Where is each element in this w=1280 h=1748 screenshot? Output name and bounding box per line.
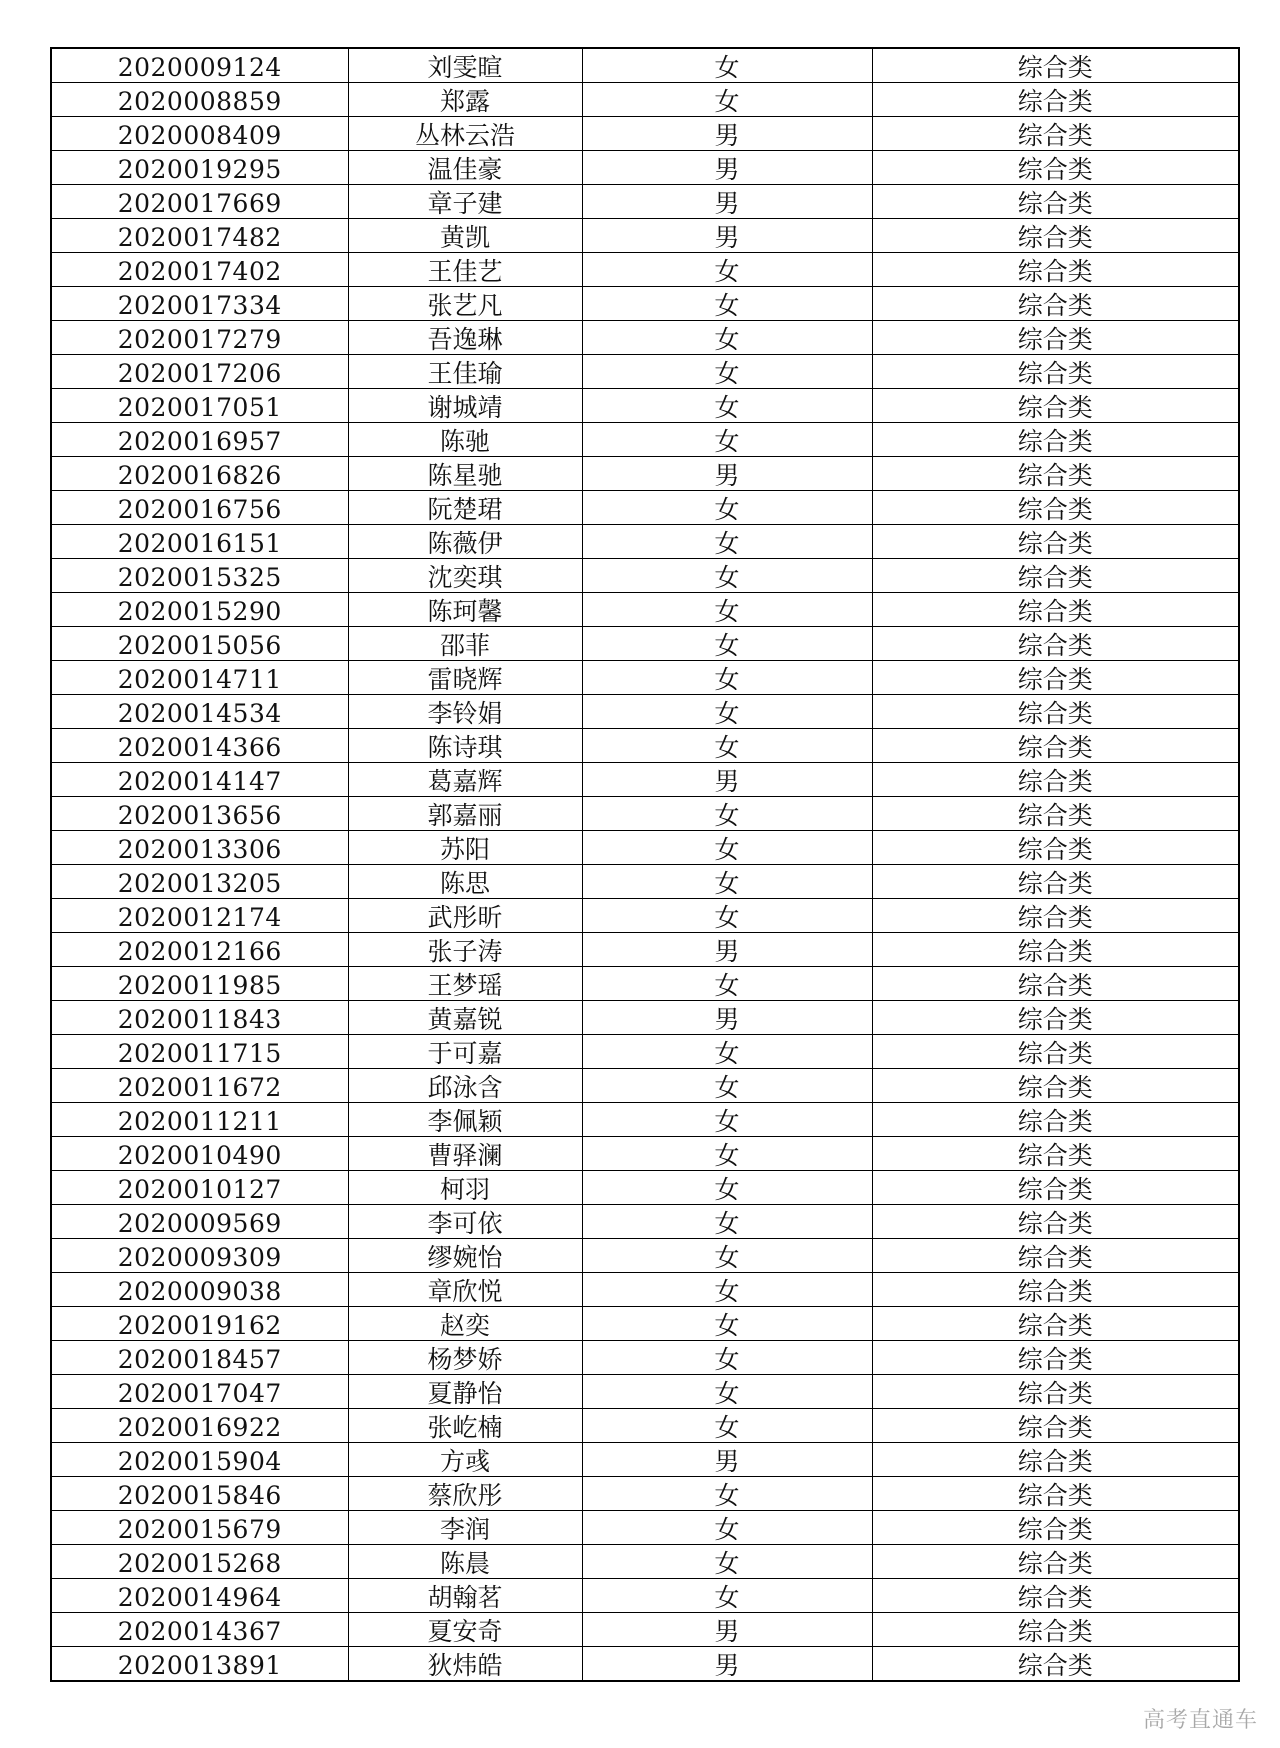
gender-cell: 男 — [582, 763, 872, 797]
category-cell: 综合类 — [872, 967, 1239, 1001]
student-id-cell: 2020017206 — [51, 355, 348, 389]
student-id-cell: 2020011715 — [51, 1035, 348, 1069]
table-row — [51, 831, 1239, 865]
gender-cell: 男 — [582, 117, 872, 151]
table-row — [51, 83, 1239, 117]
table-row — [51, 1035, 1239, 1069]
category-cell: 综合类 — [872, 185, 1239, 219]
category-cell: 综合类 — [872, 355, 1239, 389]
category-cell: 综合类 — [872, 1477, 1239, 1511]
table-row — [51, 865, 1239, 899]
student-id-cell: 2020013891 — [51, 1647, 348, 1682]
gender-cell: 女 — [582, 1239, 872, 1273]
table-row — [51, 695, 1239, 729]
category-cell: 综合类 — [872, 1443, 1239, 1477]
student-name-cell: 陈星驰 — [348, 457, 582, 491]
category-cell: 综合类 — [872, 1375, 1239, 1409]
category-cell: 综合类 — [872, 1001, 1239, 1035]
student-id-cell: 2020015325 — [51, 559, 348, 593]
student-id-cell: 2020011672 — [51, 1069, 348, 1103]
student-name-cell: 王佳艺 — [348, 253, 582, 287]
student-id-cell: 2020009309 — [51, 1239, 348, 1273]
gender-cell: 女 — [582, 1205, 872, 1239]
student-name-cell: 邵菲 — [348, 627, 582, 661]
gender-cell: 女 — [582, 1477, 872, 1511]
student-name-cell: 葛嘉辉 — [348, 763, 582, 797]
gender-cell: 女 — [582, 355, 872, 389]
student-name-cell: 张屹楠 — [348, 1409, 582, 1443]
gender-cell: 女 — [582, 1579, 872, 1613]
student-id-cell: 2020014964 — [51, 1579, 348, 1613]
student-name-cell: 陈薇伊 — [348, 525, 582, 559]
student-id-cell: 2020011211 — [51, 1103, 348, 1137]
gender-cell: 女 — [582, 729, 872, 763]
student-id-cell: 2020015290 — [51, 593, 348, 627]
table-row — [51, 287, 1239, 321]
table-row — [51, 185, 1239, 219]
category-cell: 综合类 — [872, 933, 1239, 967]
table-row — [51, 1613, 1239, 1647]
student-id-cell: 2020014367 — [51, 1613, 348, 1647]
category-cell: 综合类 — [872, 695, 1239, 729]
student-id-cell: 2020013656 — [51, 797, 348, 831]
table-row — [51, 151, 1239, 185]
student-name-cell: 温佳豪 — [348, 151, 582, 185]
student-id-cell: 2020012174 — [51, 899, 348, 933]
student-roster-table — [50, 47, 1240, 1682]
gender-cell: 女 — [582, 1035, 872, 1069]
table-row — [51, 899, 1239, 933]
student-name-cell: 赵奕 — [348, 1307, 582, 1341]
category-cell: 综合类 — [872, 117, 1239, 151]
gender-cell: 男 — [582, 457, 872, 491]
gender-cell: 女 — [582, 321, 872, 355]
category-cell: 综合类 — [872, 151, 1239, 185]
category-cell: 综合类 — [872, 1273, 1239, 1307]
category-cell: 综合类 — [872, 627, 1239, 661]
student-name-cell: 阮楚珺 — [348, 491, 582, 525]
student-name-cell: 方彧 — [348, 1443, 582, 1477]
student-id-cell: 2020017279 — [51, 321, 348, 355]
student-id-cell: 2020009038 — [51, 1273, 348, 1307]
gender-cell: 女 — [582, 559, 872, 593]
category-cell: 综合类 — [872, 423, 1239, 457]
category-cell: 综合类 — [872, 1205, 1239, 1239]
student-name-cell: 李润 — [348, 1511, 582, 1545]
table-row — [51, 117, 1239, 151]
student-id-cell: 2020009569 — [51, 1205, 348, 1239]
table-row — [51, 1409, 1239, 1443]
gender-cell: 女 — [582, 491, 872, 525]
student-id-cell: 2020017047 — [51, 1375, 348, 1409]
student-name-cell: 刘雯暄 — [348, 48, 582, 83]
gender-cell: 女 — [582, 661, 872, 695]
gender-cell: 女 — [582, 1069, 872, 1103]
table-row — [51, 355, 1239, 389]
gender-cell: 女 — [582, 253, 872, 287]
category-cell: 综合类 — [872, 1613, 1239, 1647]
student-id-cell: 2020019162 — [51, 1307, 348, 1341]
student-id-cell: 2020014534 — [51, 695, 348, 729]
table-row — [51, 491, 1239, 525]
table-row — [51, 1443, 1239, 1477]
student-id-cell: 2020017051 — [51, 389, 348, 423]
category-cell: 综合类 — [872, 219, 1239, 253]
table-row — [51, 1647, 1239, 1682]
table-row — [51, 593, 1239, 627]
table-row — [51, 1239, 1239, 1273]
gender-cell: 女 — [582, 1375, 872, 1409]
student-id-cell: 2020017334 — [51, 287, 348, 321]
student-name-cell: 郑露 — [348, 83, 582, 117]
student-name-cell: 苏阳 — [348, 831, 582, 865]
gender-cell: 男 — [582, 1001, 872, 1035]
gender-cell: 女 — [582, 1511, 872, 1545]
student-name-cell: 张艺凡 — [348, 287, 582, 321]
category-cell: 综合类 — [872, 559, 1239, 593]
category-cell: 综合类 — [872, 525, 1239, 559]
table-row — [51, 48, 1239, 83]
student-id-cell: 2020016756 — [51, 491, 348, 525]
student-name-cell: 陈诗琪 — [348, 729, 582, 763]
category-cell: 综合类 — [872, 1579, 1239, 1613]
student-name-cell: 李佩颖 — [348, 1103, 582, 1137]
table-row — [51, 627, 1239, 661]
student-name-cell: 柯羽 — [348, 1171, 582, 1205]
student-id-cell: 2020012166 — [51, 933, 348, 967]
gender-cell: 女 — [582, 389, 872, 423]
student-id-cell: 2020011985 — [51, 967, 348, 1001]
gender-cell: 女 — [582, 831, 872, 865]
gender-cell: 女 — [582, 695, 872, 729]
student-name-cell: 曹驿澜 — [348, 1137, 582, 1171]
gender-cell: 女 — [582, 287, 872, 321]
student-name-cell: 李铃娟 — [348, 695, 582, 729]
student-id-cell: 2020015846 — [51, 1477, 348, 1511]
gender-cell: 女 — [582, 1307, 872, 1341]
table-row — [51, 253, 1239, 287]
category-cell: 综合类 — [872, 1647, 1239, 1682]
gender-cell: 男 — [582, 1613, 872, 1647]
table-row — [51, 1307, 1239, 1341]
student-name-cell: 武彤昕 — [348, 899, 582, 933]
gender-cell: 男 — [582, 933, 872, 967]
category-cell: 综合类 — [872, 729, 1239, 763]
table-row — [51, 1171, 1239, 1205]
table-row — [51, 321, 1239, 355]
student-id-cell: 2020013205 — [51, 865, 348, 899]
category-cell: 综合类 — [872, 763, 1239, 797]
category-cell: 综合类 — [872, 321, 1239, 355]
student-name-cell: 章欣悦 — [348, 1273, 582, 1307]
student-id-cell: 2020008859 — [51, 83, 348, 117]
student-name-cell: 胡翰茗 — [348, 1579, 582, 1613]
student-name-cell: 沈奕琪 — [348, 559, 582, 593]
student-name-cell: 夏安奇 — [348, 1613, 582, 1647]
category-cell: 综合类 — [872, 253, 1239, 287]
category-cell: 综合类 — [872, 1035, 1239, 1069]
category-cell: 综合类 — [872, 797, 1239, 831]
student-name-cell: 李可依 — [348, 1205, 582, 1239]
gender-cell: 女 — [582, 83, 872, 117]
student-roster-body — [51, 48, 1239, 1681]
table-row — [51, 967, 1239, 1001]
table-row — [51, 1545, 1239, 1579]
table-row — [51, 797, 1239, 831]
student-id-cell: 2020009124 — [51, 48, 348, 83]
student-name-cell: 郭嘉丽 — [348, 797, 582, 831]
table-row — [51, 389, 1239, 423]
category-cell: 综合类 — [872, 389, 1239, 423]
gender-cell: 男 — [582, 151, 872, 185]
category-cell: 综合类 — [872, 1069, 1239, 1103]
gender-cell: 女 — [582, 1409, 872, 1443]
table-row — [51, 1001, 1239, 1035]
student-name-cell: 王佳瑜 — [348, 355, 582, 389]
category-cell: 综合类 — [872, 1103, 1239, 1137]
student-id-cell: 2020019295 — [51, 151, 348, 185]
student-id-cell: 2020013306 — [51, 831, 348, 865]
student-id-cell: 2020015268 — [51, 1545, 348, 1579]
student-name-cell: 吾逸琳 — [348, 321, 582, 355]
category-cell: 综合类 — [872, 491, 1239, 525]
table-row — [51, 1137, 1239, 1171]
student-id-cell: 2020015679 — [51, 1511, 348, 1545]
table-row — [51, 423, 1239, 457]
student-id-cell: 2020014711 — [51, 661, 348, 695]
category-cell: 综合类 — [872, 457, 1239, 491]
gender-cell: 女 — [582, 48, 872, 83]
student-name-cell: 陈珂馨 — [348, 593, 582, 627]
table-row — [51, 457, 1239, 491]
student-name-cell: 狄炜皓 — [348, 1647, 582, 1682]
category-cell: 综合类 — [872, 1511, 1239, 1545]
student-name-cell: 雷晓辉 — [348, 661, 582, 695]
table-row — [51, 1103, 1239, 1137]
student-id-cell: 2020016957 — [51, 423, 348, 457]
gender-cell: 女 — [582, 525, 872, 559]
student-id-cell: 2020018457 — [51, 1341, 348, 1375]
student-name-cell: 蔡欣彤 — [348, 1477, 582, 1511]
table-row — [51, 1375, 1239, 1409]
student-id-cell: 2020010490 — [51, 1137, 348, 1171]
category-cell: 综合类 — [872, 661, 1239, 695]
student-id-cell: 2020016922 — [51, 1409, 348, 1443]
table-row — [51, 661, 1239, 695]
gender-cell: 女 — [582, 1103, 872, 1137]
gender-cell: 男 — [582, 185, 872, 219]
gender-cell: 女 — [582, 797, 872, 831]
student-id-cell: 2020016826 — [51, 457, 348, 491]
category-cell: 综合类 — [872, 287, 1239, 321]
student-id-cell: 2020008409 — [51, 117, 348, 151]
gender-cell: 女 — [582, 627, 872, 661]
student-id-cell: 2020017669 — [51, 185, 348, 219]
gender-cell: 女 — [582, 423, 872, 457]
table-row — [51, 1579, 1239, 1613]
category-cell: 综合类 — [872, 1307, 1239, 1341]
student-id-cell: 2020014366 — [51, 729, 348, 763]
student-name-cell: 陈思 — [348, 865, 582, 899]
category-cell: 综合类 — [872, 1171, 1239, 1205]
category-cell: 综合类 — [872, 899, 1239, 933]
category-cell: 综合类 — [872, 83, 1239, 117]
table-row — [51, 729, 1239, 763]
category-cell: 综合类 — [872, 1137, 1239, 1171]
gender-cell: 女 — [582, 593, 872, 627]
category-cell: 综合类 — [872, 865, 1239, 899]
table-row — [51, 1511, 1239, 1545]
category-cell: 综合类 — [872, 1409, 1239, 1443]
gender-cell: 男 — [582, 1443, 872, 1477]
table-row — [51, 763, 1239, 797]
table-row — [51, 1205, 1239, 1239]
student-name-cell: 张子涛 — [348, 933, 582, 967]
student-id-cell: 2020015904 — [51, 1443, 348, 1477]
category-cell: 综合类 — [872, 48, 1239, 83]
student-name-cell: 黄嘉锐 — [348, 1001, 582, 1035]
gender-cell: 女 — [582, 865, 872, 899]
student-name-cell: 夏静怡 — [348, 1375, 582, 1409]
student-name-cell: 章子建 — [348, 185, 582, 219]
student-name-cell: 邱泳含 — [348, 1069, 582, 1103]
table-row — [51, 219, 1239, 253]
gender-cell: 男 — [582, 1647, 872, 1682]
table-row — [51, 1273, 1239, 1307]
student-name-cell: 陈晨 — [348, 1545, 582, 1579]
table-row — [51, 525, 1239, 559]
student-name-cell: 黄凯 — [348, 219, 582, 253]
table-row — [51, 1341, 1239, 1375]
table-row — [51, 559, 1239, 593]
student-name-cell: 陈驰 — [348, 423, 582, 457]
category-cell: 综合类 — [872, 1545, 1239, 1579]
student-id-cell: 2020011843 — [51, 1001, 348, 1035]
category-cell: 综合类 — [872, 593, 1239, 627]
student-name-cell: 丛林云浩 — [348, 117, 582, 151]
gender-cell: 女 — [582, 1273, 872, 1307]
student-name-cell: 于可嘉 — [348, 1035, 582, 1069]
student-name-cell: 缪婉怡 — [348, 1239, 582, 1273]
student-id-cell: 2020015056 — [51, 627, 348, 661]
gender-cell: 女 — [582, 1341, 872, 1375]
student-id-cell: 2020017482 — [51, 219, 348, 253]
student-id-cell: 2020010127 — [51, 1171, 348, 1205]
gender-cell: 女 — [582, 1545, 872, 1579]
table-row — [51, 933, 1239, 967]
category-cell: 综合类 — [872, 1239, 1239, 1273]
student-name-cell: 王梦瑶 — [348, 967, 582, 1001]
student-name-cell: 谢城靖 — [348, 389, 582, 423]
gender-cell: 女 — [582, 1137, 872, 1171]
category-cell: 综合类 — [872, 1341, 1239, 1375]
site-watermark: 高考直通车 — [1142, 1708, 1258, 1733]
gender-cell: 女 — [582, 967, 872, 1001]
table-row — [51, 1477, 1239, 1511]
student-id-cell: 2020017402 — [51, 253, 348, 287]
gender-cell: 男 — [582, 219, 872, 253]
gender-cell: 女 — [582, 899, 872, 933]
table-row — [51, 1069, 1239, 1103]
category-cell: 综合类 — [872, 831, 1239, 865]
gender-cell: 女 — [582, 1171, 872, 1205]
student-name-cell: 杨梦娇 — [348, 1341, 582, 1375]
student-id-cell: 2020014147 — [51, 763, 348, 797]
student-id-cell: 2020016151 — [51, 525, 348, 559]
